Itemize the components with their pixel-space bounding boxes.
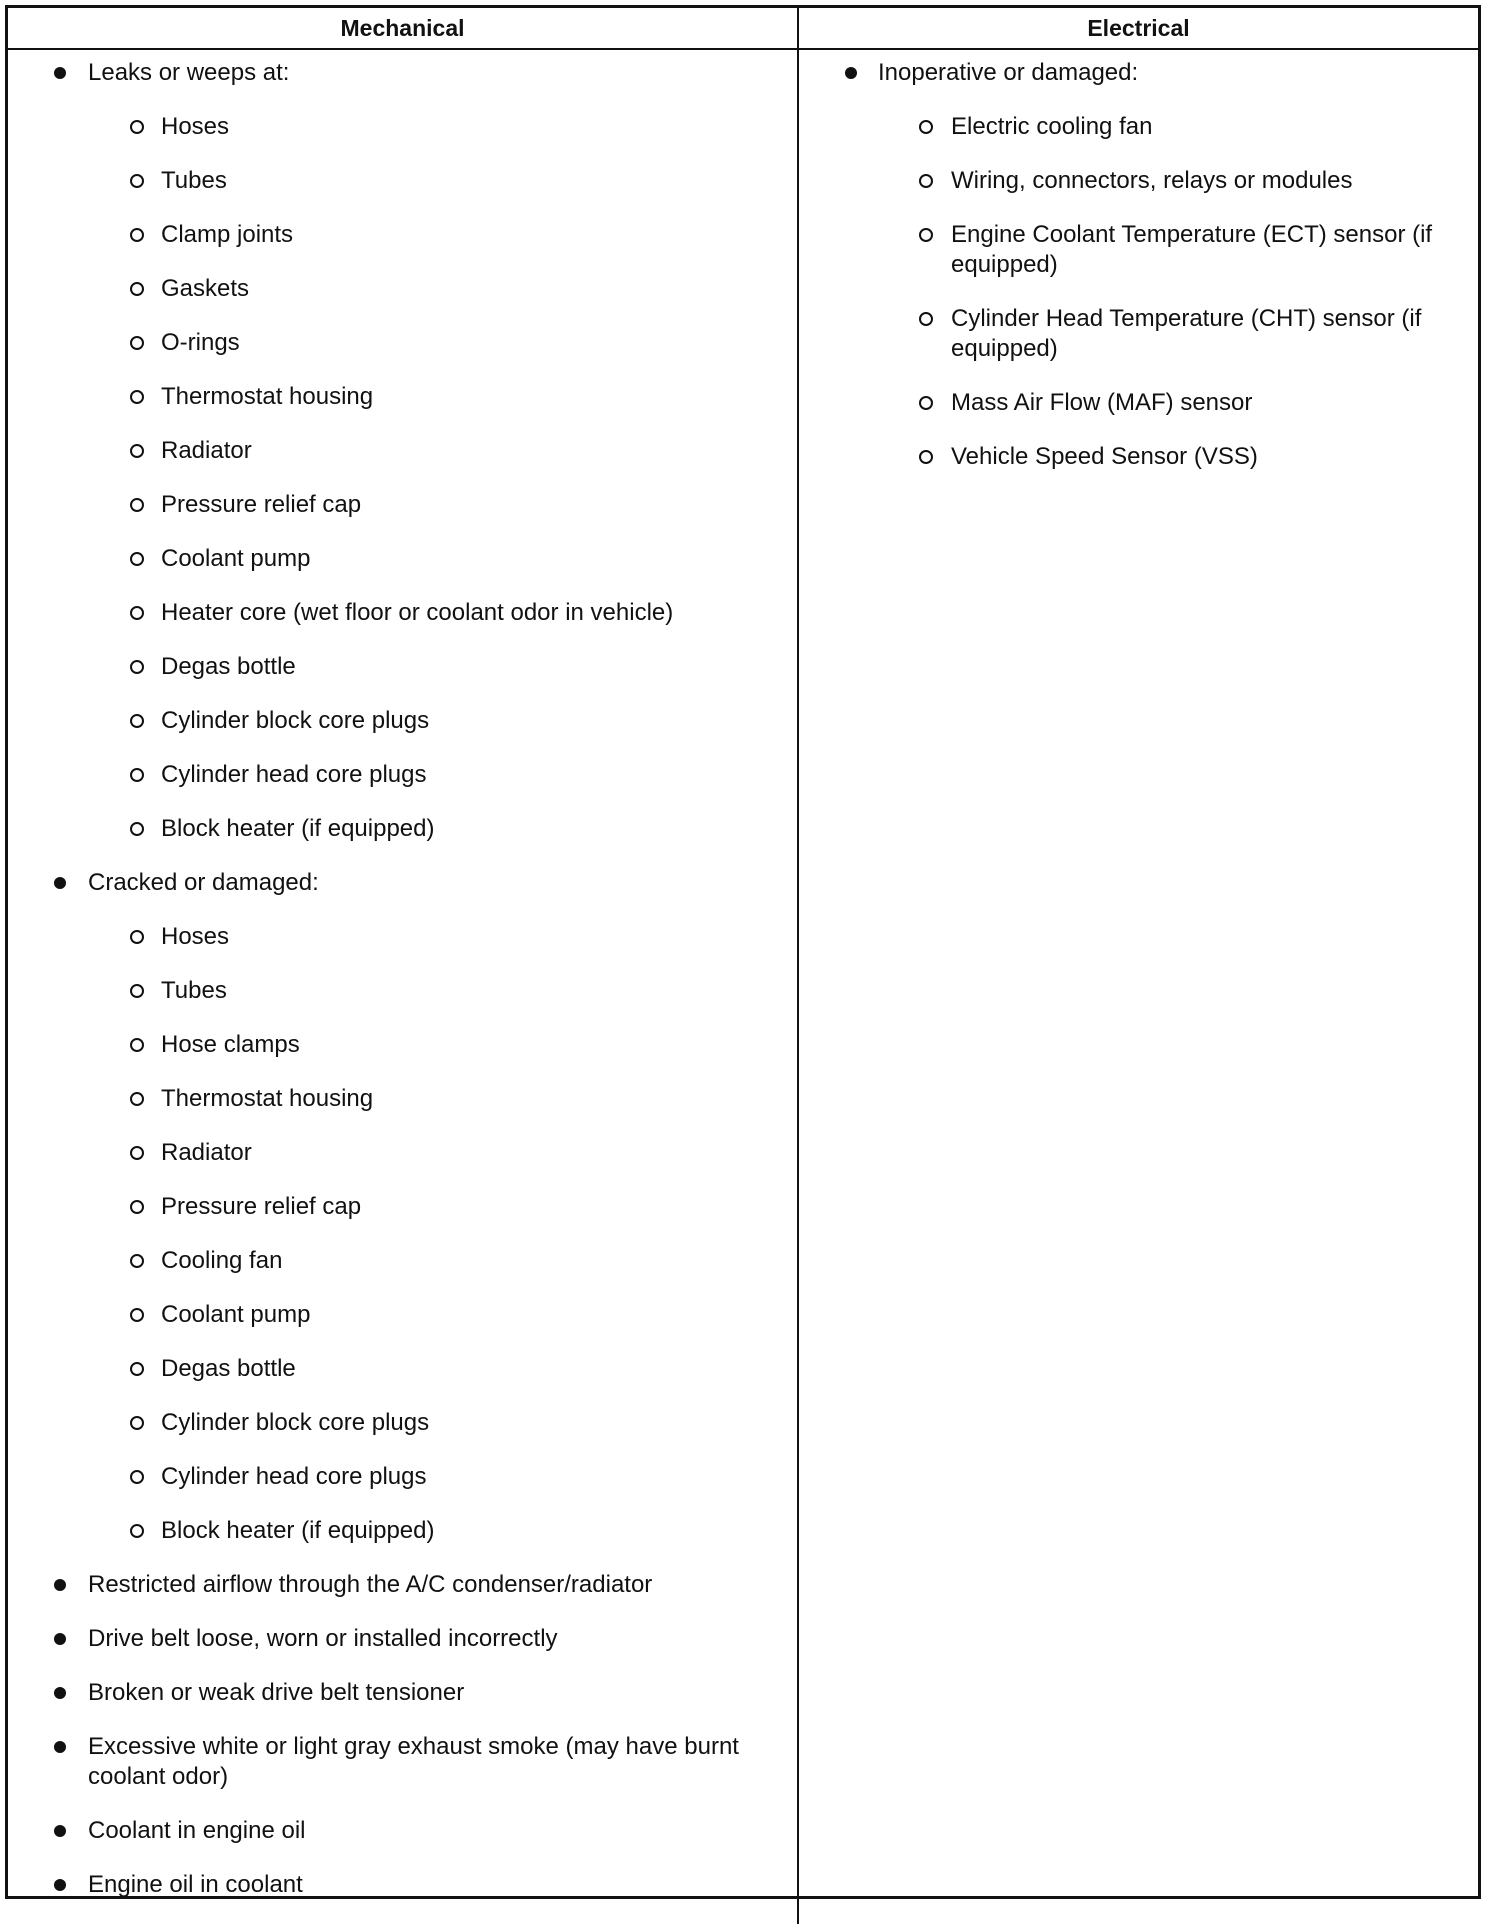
bullet-item [8, 58, 797, 88]
hollow-circle-icon [130, 336, 144, 350]
hollow-circle-icon [130, 1416, 144, 1430]
hollow-circle-icon [130, 984, 144, 998]
sub-bullet-item [8, 490, 797, 520]
hollow-circle-icon [919, 174, 933, 188]
hollow-circle-icon [130, 444, 144, 458]
bullet-item [8, 1678, 797, 1708]
bullet-dot-icon [54, 1879, 66, 1891]
sub-bullet-text: Cylinder head core plugs [161, 761, 427, 788]
bullet-dot-icon [845, 67, 857, 79]
sub-bullet-text: Degas bottle [161, 1355, 296, 1382]
bullet-dot-icon [54, 1741, 66, 1753]
sub-bullet-item [8, 382, 797, 412]
hollow-circle-icon [130, 768, 144, 782]
hollow-circle-icon [919, 120, 933, 134]
bullet-dot-icon [54, 1633, 66, 1645]
sub-bullet-text: Block heater (if equipped) [161, 1517, 435, 1544]
sub-bullet-item [8, 976, 797, 1006]
hollow-circle-icon [919, 396, 933, 410]
bullet-dot-icon [54, 67, 66, 79]
bullet-item [8, 1816, 797, 1846]
bullet-dot-icon [54, 1579, 66, 1591]
sub-bullet-text: Cylinder block core plugs [161, 707, 430, 734]
sub-bullet-item [799, 304, 1478, 364]
sub-bullet-item [799, 442, 1478, 472]
sub-bullet-text: Gaskets [161, 275, 250, 302]
sub-bullet-text: Wiring, connectors, relays or modules [951, 167, 1353, 194]
sub-bullet-item [8, 760, 797, 790]
hollow-circle-icon [130, 1092, 144, 1106]
sub-bullet-text: O-rings [161, 329, 240, 356]
table-header-row [8, 8, 1478, 50]
hollow-circle-icon [130, 822, 144, 836]
sub-bullet-text: Cylinder Head Temperature (CHT) sensor (if equipped) [951, 305, 1422, 362]
sub-bullet-text: Electric cooling fan [951, 113, 1153, 140]
sub-bullet-text: Thermostat housing [161, 383, 374, 410]
electrical-header: Electrical [1087, 14, 1190, 41]
bullet-text: Drive belt loose, worn or installed incorrectly [88, 1625, 558, 1652]
sub-bullet-text: Tubes [161, 167, 227, 194]
sub-bullet-text: Cooling fan [161, 1247, 283, 1274]
sub-bullet-item [799, 388, 1478, 418]
hollow-circle-icon [919, 312, 933, 326]
hollow-circle-icon [130, 120, 144, 134]
sub-bullet-text: Coolant pump [161, 1301, 311, 1328]
sub-bullet-text: Mass Air Flow (MAF) sensor [951, 389, 1253, 416]
sub-bullet-item [8, 166, 797, 196]
sub-bullet-item [8, 544, 797, 574]
hollow-circle-icon [130, 174, 144, 188]
sub-bullet-text: Coolant pump [161, 545, 311, 572]
sub-bullet-text: Block heater (if equipped) [161, 815, 435, 842]
bullet-text: Broken or weak drive belt tensioner [88, 1679, 465, 1706]
sub-bullet-text: Vehicle Speed Sensor (VSS) [951, 443, 1258, 470]
sub-bullet-text: Thermostat housing [161, 1085, 374, 1112]
sub-bullet-item [799, 166, 1478, 196]
bullet-item [8, 1570, 797, 1600]
hollow-circle-icon [130, 552, 144, 566]
sub-bullet-item [8, 112, 797, 142]
sub-bullet-text: Degas bottle [161, 653, 296, 680]
sub-bullet-item [8, 922, 797, 952]
mechanical-header: Mechanical [8, 8, 799, 48]
bullet-text: Leaks or weeps at: [88, 59, 290, 86]
bullet-item [8, 1732, 797, 1792]
sub-bullet-item [8, 274, 797, 304]
sub-bullet-text: Pressure relief cap [161, 491, 362, 518]
bullet-text: Restricted airflow through the A/C condenser/radiator [88, 1571, 653, 1598]
sub-bullet-item [8, 1246, 797, 1276]
sub-bullet-text: Hose clamps [161, 1031, 300, 1058]
sub-bullet-text: Clamp joints [161, 221, 294, 248]
bullet-dot-icon [54, 1687, 66, 1699]
sub-bullet-text: Heater core (wet floor or coolant odor in vehicle) [161, 599, 674, 626]
bullet-item [799, 58, 1478, 88]
hollow-circle-icon [130, 228, 144, 242]
sub-bullet-item [799, 220, 1478, 280]
hollow-circle-icon [130, 1524, 144, 1538]
sub-bullet-item [799, 112, 1478, 142]
bullet-item [8, 1870, 797, 1900]
sub-bullet-item [8, 1030, 797, 1060]
hollow-circle-icon [130, 1308, 144, 1322]
sub-bullet-text: Radiator [161, 1139, 252, 1166]
mechanical-cell [8, 50, 799, 1924]
hollow-circle-icon [130, 606, 144, 620]
sub-bullet-item [8, 1462, 797, 1492]
sub-bullet-item [8, 328, 797, 358]
sub-bullet-item [8, 1408, 797, 1438]
sub-bullet-item [8, 436, 797, 466]
hollow-circle-icon [130, 390, 144, 404]
sub-bullet-text: Hoses [161, 923, 230, 950]
bullet-item [8, 1624, 797, 1654]
bullet-text: Inoperative or damaged: [878, 59, 1139, 86]
hollow-circle-icon [130, 1362, 144, 1376]
electrical-cell [799, 50, 1478, 1924]
sub-bullet-text: Hoses [161, 113, 230, 140]
sub-bullet-text: Cylinder block core plugs [161, 1409, 430, 1436]
sub-bullet-item [8, 1084, 797, 1114]
sub-bullet-text: Tubes [161, 977, 227, 1004]
hollow-circle-icon [130, 930, 144, 944]
sub-bullet-item [8, 814, 797, 844]
bullet-text: Engine oil in coolant [88, 1871, 303, 1898]
bullet-text: Excessive white or light gray exhaust smoke (may have burnt coolant odor) [88, 1733, 739, 1790]
hollow-circle-icon [130, 1200, 144, 1214]
diagnosis-table [5, 5, 1481, 1899]
sub-bullet-item [8, 598, 797, 628]
bullet-item [8, 868, 797, 898]
sub-bullet-item [8, 1138, 797, 1168]
bullet-text: Coolant in engine oil [88, 1817, 306, 1844]
sub-bullet-item [8, 1300, 797, 1330]
hollow-circle-icon [130, 282, 144, 296]
table-body-row [8, 50, 1478, 1924]
sub-bullet-item [8, 706, 797, 736]
bullet-dot-icon [54, 1825, 66, 1837]
sub-bullet-text: Radiator [161, 437, 252, 464]
sub-bullet-text: Pressure relief cap [161, 1193, 362, 1220]
hollow-circle-icon [130, 1146, 144, 1160]
sub-bullet-item [8, 652, 797, 682]
sub-bullet-item [8, 1192, 797, 1222]
hollow-circle-icon [130, 1470, 144, 1484]
sub-bullet-text: Cylinder head core plugs [161, 1463, 427, 1490]
bullet-dot-icon [54, 877, 66, 889]
hollow-circle-icon [130, 714, 144, 728]
hollow-circle-icon [130, 1254, 144, 1268]
hollow-circle-icon [919, 450, 933, 464]
sub-bullet-item [8, 1516, 797, 1546]
hollow-circle-icon [130, 660, 144, 674]
sub-bullet-item [8, 220, 797, 250]
sub-bullet-text: Engine Coolant Temperature (ECT) sensor (if equipped) [951, 221, 1433, 278]
hollow-circle-icon [130, 498, 144, 512]
bullet-text: Cracked or damaged: [88, 869, 319, 896]
hollow-circle-icon [919, 228, 933, 242]
sub-bullet-item [8, 1354, 797, 1384]
hollow-circle-icon [130, 1038, 144, 1052]
